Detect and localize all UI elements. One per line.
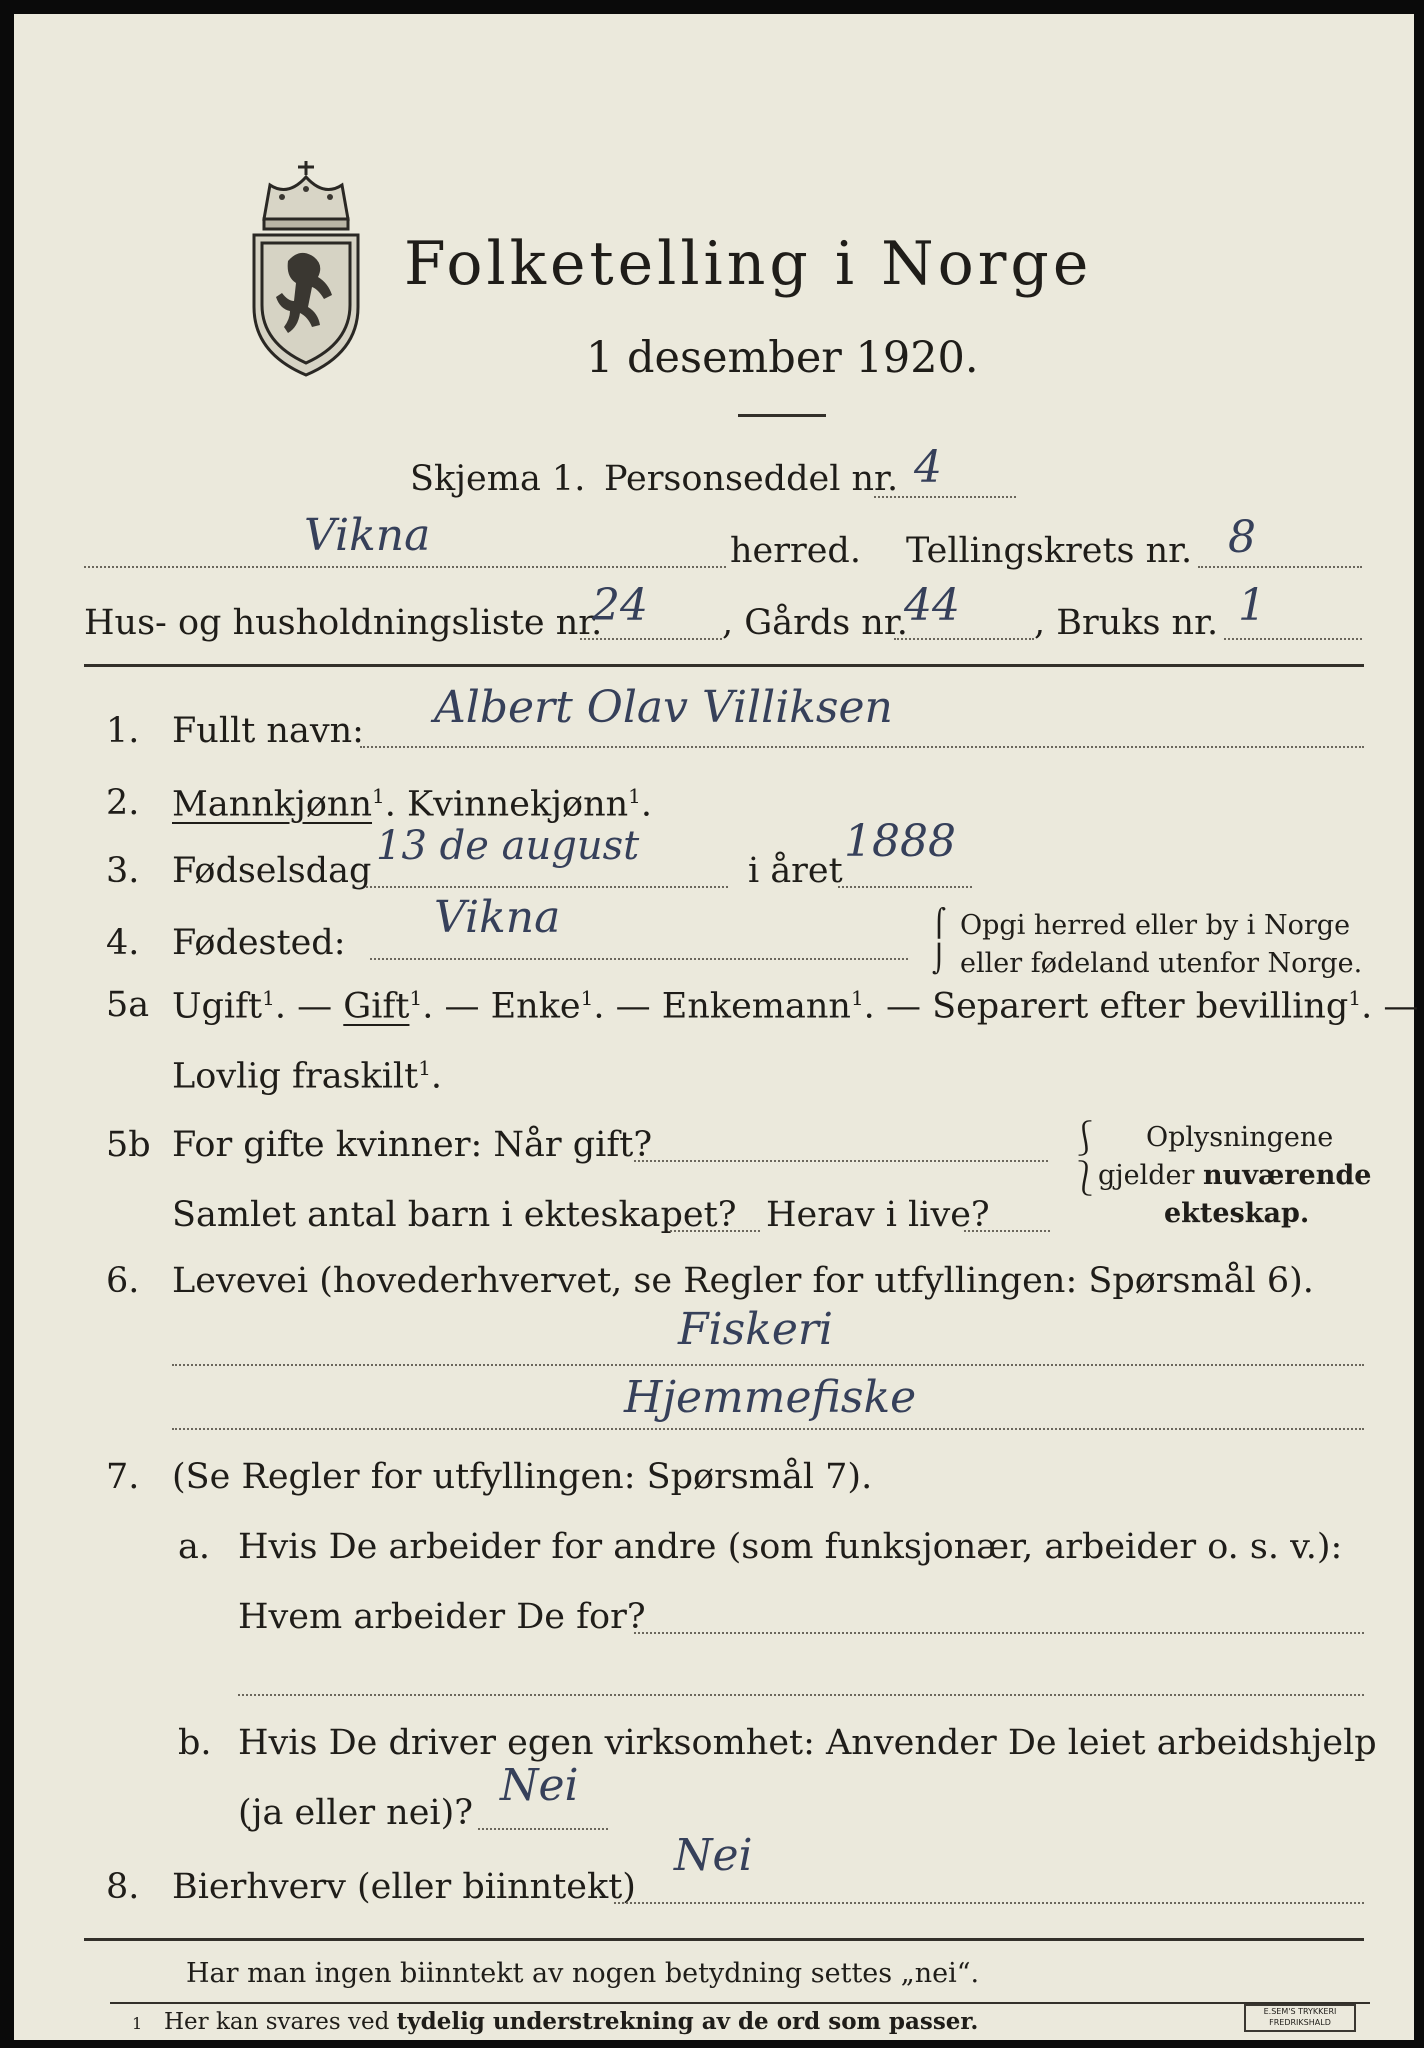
form-date: 1 desember 1920. [586, 333, 979, 383]
q7a-label: Hvis De arbeider for andre (som funksjonær, arbeider o. s. v.): [238, 1527, 1343, 1567]
tellingskrets-value[interactable]: 8 [1228, 512, 1256, 563]
gards-line [894, 638, 1034, 640]
q3-number: 3. [106, 851, 140, 891]
q4-number: 4. [106, 923, 140, 963]
footnote-number: 1 [132, 2014, 143, 2033]
q5a-fraskilt-row: Lovlig fraskilt$^1$. [172, 1056, 443, 1097]
q8-line [614, 1902, 1364, 1904]
footer-divider [84, 1938, 1364, 1941]
q5a-options: Ugift$^1$. — Gift$^1$. — Enke$^1$. — Enkemann$^1$. — Separert efter bevilling$^1$. — [172, 986, 1419, 1027]
q7a-letter: a. [178, 1527, 210, 1567]
q4-note-line1: Opgi herred eller by i Norge [960, 910, 1351, 941]
q7b-yesno-label: (ja eller nei)? [238, 1793, 474, 1833]
q6-line2 [172, 1428, 1364, 1430]
personseddel-line [874, 496, 1016, 498]
q7a-who-line [634, 1632, 1364, 1634]
q5a-separert[interactable]: Separert efter bevilling [932, 986, 1349, 1027]
tellingskrets-line [1198, 566, 1362, 568]
q6-value2[interactable]: Hjemmefiske [624, 1372, 917, 1423]
q5b-label-children: Samlet antal barn i ekteskapet? [172, 1195, 737, 1235]
q7b-letter: b. [178, 1723, 212, 1763]
q3-date-line [366, 886, 728, 888]
personseddel-value[interactable]: 4 [914, 442, 942, 493]
q5b-note-line2: gjelder nuværende [1098, 1160, 1372, 1191]
q5b-married-line [634, 1160, 1048, 1162]
husliste-value[interactable]: 24 [592, 580, 648, 631]
tellingskrets-label: Tellingskrets nr. [906, 531, 1193, 571]
herred-label: herred. [730, 531, 861, 571]
q6-label: Levevei (hovederhvervet, se Regler for utfyllingen: Spørsmål 6). [172, 1261, 1314, 1301]
q7-number: 7. [106, 1457, 140, 1497]
q5a-ugift[interactable]: Ugift [172, 986, 263, 1027]
footnote-divider [110, 2002, 1370, 2004]
q4-label: Fødested: [172, 923, 346, 963]
footnote-text: Her kan svares ved tydelig understrekning av de ord som passer. [164, 2008, 979, 2035]
q7b-label: Hvis De driver egen virksomhet: Anvender De leiet arbeidshjelp [238, 1723, 1377, 1763]
gards-label: , Gårds nr. [722, 603, 908, 643]
q7a-extra-line [238, 1694, 1364, 1696]
q6-value1[interactable]: Fiskeri [678, 1304, 833, 1355]
herred-line [84, 566, 726, 568]
q3-value[interactable]: 13 de august [376, 823, 640, 869]
q3-label: Fødselsdag [172, 851, 372, 891]
title-divider [738, 414, 826, 417]
husliste-label: Hus- og husholdningsliste nr. [84, 603, 603, 643]
q2-kvinne[interactable]: Kvinnekjønn [407, 784, 629, 825]
q3-year-line [838, 886, 972, 888]
q5b-alive-line [964, 1230, 1050, 1232]
q7a-who-label: Hvem arbeider De for? [238, 1597, 646, 1637]
q5b-children-line [670, 1230, 760, 1232]
bruks-line [1224, 638, 1362, 640]
footer-note: Har man ingen biinntekt av nogen betydning settes „nei“. [186, 1958, 980, 1989]
q1-value[interactable]: Albert Olav Villiksen [434, 682, 893, 733]
q1-label: Fullt navn: [172, 711, 364, 751]
q4-value[interactable]: Vikna [434, 892, 561, 943]
q2-number: 2. [106, 783, 140, 823]
personseddel-label: Personseddel nr. [604, 459, 899, 499]
q5b-brace-bottom: ⎱ [1068, 1159, 1102, 1199]
q6-number: 6. [106, 1261, 140, 1301]
census-form-page [14, 14, 1419, 2040]
q5b-label-alive: Herav i live? [766, 1195, 990, 1235]
bruks-value[interactable]: 1 [1238, 580, 1266, 631]
q8-number: 8. [106, 1867, 140, 1907]
q4-note-line2: eller fødeland utenfor Norge. [960, 948, 1363, 979]
q8-value[interactable]: Nei [674, 1830, 753, 1881]
q7b-line [478, 1828, 608, 1830]
herred-value[interactable]: Vikna [304, 510, 431, 561]
gards-value[interactable]: 44 [904, 580, 960, 631]
q5a-fraskilt[interactable]: Lovlig fraskilt [172, 1056, 419, 1097]
q5a-enkemann[interactable]: Enkemann [661, 986, 851, 1027]
bruks-label: , Bruks nr. [1034, 603, 1219, 643]
q2-options: Mannkjønn$^1$. Kvinnekjønn$^1$. [172, 784, 653, 825]
q5b-note-line3: ekteskap. [1164, 1198, 1310, 1229]
printer-stamp: E.SEM'S TRYKKERI FREDRIKSHALD [1244, 2004, 1356, 2032]
q4-note-brace-top: ⌠ [932, 908, 947, 939]
q8-label: Bierhverv (eller biinntekt) [172, 1867, 636, 1907]
husliste-line [580, 638, 722, 640]
skjema-label: Skjema 1. [410, 459, 586, 499]
q5b-brace-top: ⎰ [1068, 1119, 1102, 1159]
q4-line [370, 958, 908, 960]
q1-number: 1. [106, 711, 140, 751]
form-title: Folketelling i Norge [404, 229, 1093, 299]
q5b-label-married: For gifte kvinner: Når gift? [172, 1125, 653, 1165]
header-divider [84, 664, 1364, 667]
q6-line1 [172, 1364, 1364, 1366]
coat-of-arms-icon [242, 157, 370, 379]
q5a-enke[interactable]: Enke [490, 986, 581, 1027]
q5b-note-line1: Oplysningene [1146, 1122, 1334, 1153]
q5b-number: 5b [106, 1125, 151, 1165]
q3-year-label: i året [748, 851, 843, 891]
q5a-gift[interactable]: Gift [343, 986, 410, 1027]
q2-mann[interactable]: Mannkjønn [172, 784, 373, 825]
q4-note-brace-bottom: ⌡ [932, 944, 947, 975]
q3-year-value[interactable]: 1888 [844, 816, 956, 867]
q5a-number: 5a [106, 985, 150, 1025]
q7-label: (Se Regler for utfyllingen: Spørsmål 7). [172, 1457, 873, 1497]
q7b-value[interactable]: Nei [500, 1760, 579, 1811]
q1-line [360, 746, 1364, 748]
